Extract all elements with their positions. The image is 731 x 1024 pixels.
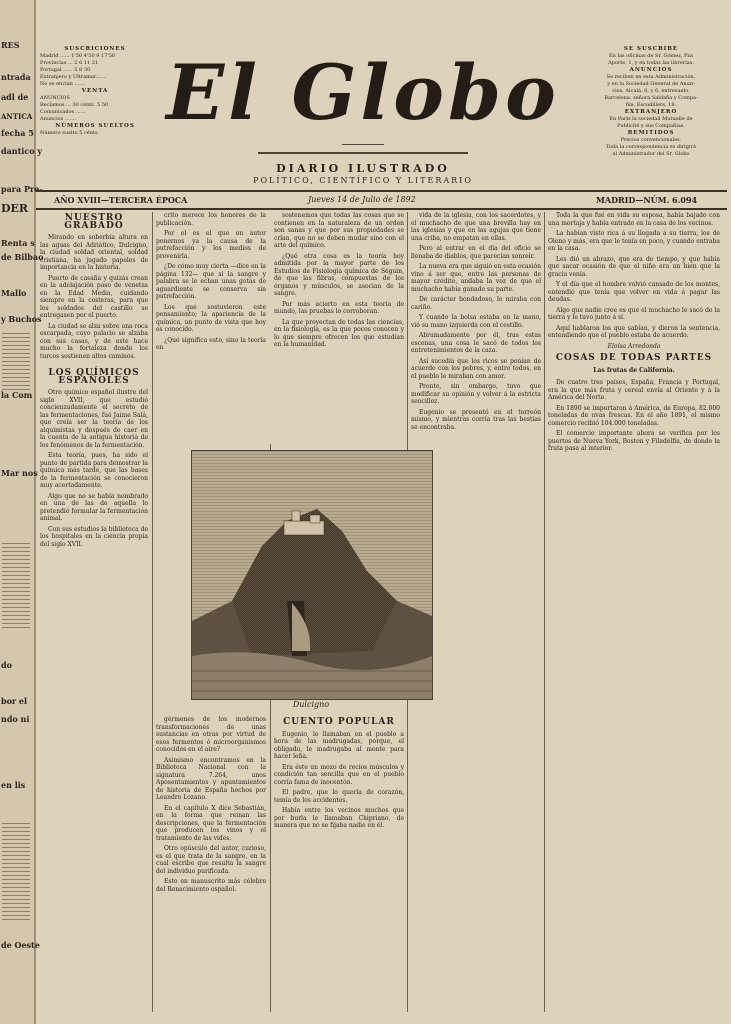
paragraph: La ciudad se alza sobre una roca escarpada, cuyo palacio se alzaba con sus casas, y de este hace mucho la fortaleza donde los turcos sostienen altos caminos. bbox=[40, 322, 148, 360]
edge-fragment: ndo ni bbox=[1, 714, 30, 724]
edge-text-block bbox=[2, 330, 30, 390]
edge-fragment: Mallo bbox=[1, 288, 27, 298]
author-signature: Eloísa Arredonda bbox=[607, 342, 661, 350]
subscription-row: Comunicados ...... bbox=[40, 109, 86, 115]
sale-heading: VENTA bbox=[81, 88, 109, 94]
article-title: NUESTRO GRABADO bbox=[64, 213, 124, 231]
column-4 bbox=[411, 212, 541, 1018]
paragraph: Eugenio, le llamaban en el pueblo a hora de las madrugadas, porque, el obligado, le madrugaba al monte para hacer leña. bbox=[274, 730, 404, 760]
column-rule bbox=[544, 212, 545, 1012]
subscription-row: Provincias ... 2 6 11 21 bbox=[40, 60, 99, 66]
advertising-row: En París la sociedad Mutuelle de bbox=[609, 116, 693, 122]
subscription-heading: SUSCRICIONES bbox=[64, 46, 126, 52]
edge-fragment: dantico y bbox=[1, 146, 42, 156]
previous-page-edge bbox=[0, 0, 44, 1024]
edge-fragment: bor el bbox=[1, 696, 28, 706]
advertising-row: Toda la correspondencia se dirigirá bbox=[606, 144, 696, 150]
column-1 bbox=[40, 212, 148, 1018]
edge-fragment: de Bilbao bbox=[1, 252, 44, 262]
column-2-bottom bbox=[156, 716, 266, 1018]
edge-fragment: RES bbox=[1, 40, 20, 50]
advertising-row: Aporte, 1, y en todas las librerías. bbox=[608, 60, 694, 66]
paragraph: Eugenio se presentó en el torreón mismo, y mientras corría tras las bestias se encontraba. bbox=[411, 408, 541, 431]
advertising-row: y en la Sociedad General de Anun- bbox=[607, 81, 695, 87]
paragraph: La nueva era que siguió en esta ocasión vino á ser que, entre las personas de mayor crédito, andaba la voz de que el muchacho había ganado su parte. bbox=[411, 263, 541, 293]
paragraph: Había entre los vecinos muchos que por burla le llamaban Chipriano, de manera que no se fijaba nadie en él. bbox=[274, 807, 404, 829]
advertising-row: cios, Alcalá, 8, y 6, entresuelo. bbox=[612, 88, 690, 94]
subscription-row: Madrid ...... 1'50 4'50 9 17'50 bbox=[40, 53, 116, 59]
engraving-caption: Dulcigno bbox=[292, 700, 330, 709]
edge-fragment: ANTICA bbox=[1, 112, 33, 121]
article-title: CUENTO POPULAR bbox=[283, 717, 395, 727]
paragraph: Por más acierto en esta teoría de mundo, las pruebas lo corroboran. bbox=[274, 300, 404, 315]
advertising-row: al Administrador del Sr. Globo bbox=[612, 151, 690, 157]
single-issue-heading: NÚMEROS SUELTOS bbox=[55, 123, 135, 129]
paragraph: Pero al entrar en el día del oficio se llenaba de diablos, que parecían sonreír. bbox=[411, 245, 541, 260]
paragraph: Aquí hablaron los que sabían, y dieron la sentencia, entendiendo que el pueblo estaba de acuerdo. bbox=[548, 324, 720, 339]
issue-year: AÑO XVIII—TERCERA ÉPOCA bbox=[54, 195, 188, 205]
edge-fragment: Renta s bbox=[1, 238, 35, 248]
subscription-row: Anuncios ....... bbox=[40, 116, 76, 122]
advertising-heading: ANUNCIOS bbox=[629, 67, 673, 73]
advertising-heading: EXTRANJERO bbox=[624, 109, 678, 115]
paragraph: En 1890 se importaron á América, de Europa, 82.000 toneladas de uvas frescas. En el año 1891, el mismo comercio recibió 104.000 toneladas. bbox=[548, 404, 720, 427]
ornament-divider bbox=[258, 138, 468, 154]
paragraph: Asimismo encontramos en la Biblioteca Nacional con la signatura 7.264, unos Aposentamientos y apuntamientos de historia de España hechos por Leandro Lozano. bbox=[156, 756, 266, 801]
paragraph: De carácter bondadoso, lo miraba con cariño. bbox=[411, 296, 541, 311]
paragraph: Otro químico español ilustre del siglo XVII, que estudió concienzudamente el secreto de las fermentaciones, fué Jaime Salá, que creía ser la teoría de los alquimistas y después de caer en la cuenta de la antigua historia de los fenómenos de la fermentación. bbox=[40, 389, 148, 449]
column-rule bbox=[152, 212, 153, 1012]
edge-text-block bbox=[2, 820, 30, 920]
paragraph: vida de la iglesia, con los sacerdotes, y el muchacho de que una brevilla hay en las iglesias y que en las agujas que tiene una criba, no empatan en ellas. bbox=[411, 212, 541, 242]
paragraph: sostenemos que todas las cosas que se contienen en la naturaleza de un orden son sanas y que por sus propiedades se crían, que no se deben mudar sino con el arte del químico. bbox=[274, 212, 404, 249]
paragraph: El padre, que lo quería de corazón, temía de los accidentes. bbox=[274, 789, 404, 804]
edge-fragment: para Pre- bbox=[1, 184, 43, 194]
advertising-heading: SE SUSCRIBE bbox=[623, 46, 679, 52]
newspaper-logo: El Globo bbox=[166, 48, 560, 137]
paragraph: Esto en manuscrito más célebre del Renacimiento español. bbox=[156, 878, 266, 893]
subscription-row: Portugal ...... 5 8 30 bbox=[40, 67, 91, 73]
engraving-dulcigno bbox=[191, 450, 433, 700]
paragraph: Algo que nadie cree es que el muchacho le sacó de la tierra y le tuvo junto á sí. bbox=[548, 306, 720, 321]
issue-number: MADRID—NÚM. 6.094 bbox=[596, 195, 698, 205]
paragraph: Y cuando la bolsa estaba en la mano, vió su mano izquierda con el cestillo. bbox=[411, 314, 541, 329]
paragraph: La que proyectan de todas las ciencias, en la fisiología, es la que pocos conocen y lo que siempre ofrecen los que estudian en la humanidad. bbox=[274, 318, 404, 348]
paragraph: En el capítulo X dice Sebastián, en la forma que reinan las descripciones, que la fermentación que producen los vinos y el tratamiento de las vides. bbox=[156, 804, 266, 842]
edge-fragment: adl de bbox=[1, 92, 29, 102]
masthead-tagline: POLÍTICO, CIENTÍFICO Y LITERARIO bbox=[253, 176, 473, 185]
paragraph: Pronto, sin embargo, tuvo que modificar su opinión y volver á la estricta sencillez. bbox=[411, 383, 541, 405]
subscription-row: Extranjero y Ultramar....... bbox=[40, 74, 107, 80]
subscription-row: No se envian ....... bbox=[40, 81, 86, 87]
article-title: COSAS DE TODAS PARTES bbox=[555, 353, 713, 363]
masthead bbox=[148, 44, 578, 184]
edge-fragment: ntrada bbox=[1, 72, 31, 82]
edge-fragment: de Oeste bbox=[1, 940, 40, 950]
engraving-illustration bbox=[192, 451, 432, 699]
front-page bbox=[36, 38, 727, 1024]
advertising-heading: REMITIDOS bbox=[627, 130, 675, 136]
paragraph: Los que sostuvieron este pensamiento; la apariencia de la química, un punto de vista que hoy es conocido. bbox=[156, 303, 266, 333]
edge-fragment: la Com bbox=[1, 390, 33, 400]
paragraph: El comercio importante ahora se verifica por los puertos de Nueva York, Boston y Filadelfia, de donde la fruta pasa al interior. bbox=[548, 430, 720, 452]
advertising-row: Se reciben en esta Administración, bbox=[606, 74, 696, 80]
issue-date: Jueves 14 de Julio de 1892 bbox=[308, 195, 416, 204]
column-3-top bbox=[274, 212, 404, 442]
advertising-row: Publicité y sus Compañías. bbox=[616, 123, 685, 129]
edge-fragment: do bbox=[1, 660, 12, 670]
subscription-row: Reclamos ... 30 cénts. 5 50 bbox=[40, 102, 109, 108]
edge-fragment: y Buchos bbox=[1, 314, 42, 324]
advertising-row: ñía, Escudillers, 18. bbox=[625, 102, 677, 108]
column-3-bottom bbox=[274, 716, 404, 1018]
paragraph: Por el es el que en autor ponernos ya la causa de la putrefacción y los medios de prevenirla. bbox=[156, 230, 266, 260]
edge-fragment: Mar nos bbox=[1, 468, 38, 478]
article-subtitle: Las frutas de California. bbox=[593, 366, 675, 374]
paragraph: gérmenes de los modernos transformaciones de unas sustancias en otras por virtud de esos fermentos ó microorganismos conocidos en el aire? bbox=[156, 716, 266, 753]
advertising-row: Precios convencionales. bbox=[620, 137, 682, 143]
dateline-bar bbox=[36, 190, 727, 210]
masthead-subtitle: DIARIO ILUSTRADO bbox=[276, 162, 450, 175]
paragraph: Toda la que fué en vida su esposa, había bajado con una mortaja y había entrado en la casa de los vecinos. bbox=[548, 212, 720, 227]
subscription-row: ANUNCIOS bbox=[40, 95, 70, 101]
paragraph: ¿Qué otra cosa es la teoría hoy admitida por la mayor parte de los Estudios de Fisiología química de Séguin, de que las fibras, compuestas de los órganos y músculos, se asocian de la sangre. bbox=[274, 252, 404, 297]
column-2-top bbox=[156, 212, 266, 442]
advertising-row: Barcelona: señora Saldaña y Compa- bbox=[604, 95, 698, 101]
paragraph: Con sus estudios la biblioteca de los hospitales en la ciencia propia del siglo XVII. bbox=[40, 525, 148, 548]
advertising-row: En las oficinas de Sr. Gómez, Pza bbox=[609, 53, 693, 59]
edge-fragment: DER bbox=[1, 202, 29, 215]
subscription-box bbox=[40, 46, 150, 137]
paragraph: ¿Qué significa esto, sino la teoría en bbox=[156, 336, 266, 351]
edge-fragment: fecha 5 bbox=[1, 128, 34, 138]
paragraph: La habían visto rica á su llegada á su tierra, los de Oleno y más, era que le tenía en poco, y cuando entraba en la casa. bbox=[548, 230, 720, 252]
paragraph: De cuatro tres países, España, Francia y Portugal, era la que más fruta y cereal envía al Oriente y á la América del Norte. bbox=[548, 379, 720, 401]
paragraph: Algo que no se había nombrado en una de las de aquella lo pretendió formular la fermentación animal. bbox=[40, 492, 148, 522]
paragraph: Puerto de casaña y quizás crean en la adelajación paso de venetas en la Edad Media, cuidando siempre en la costeras, para que los soldados del castillo se entregasen por el puerto. bbox=[40, 274, 148, 319]
article-title: LOS QUÍMICOS ESPAÑOLES bbox=[48, 368, 140, 386]
column-5 bbox=[548, 212, 720, 1018]
paragraph: Mirando en soberbia altura en las aguas del Adriático, Dulcigno, la ciudad soldad oriental, soldad cristiana, ha jugado papeles de importancia en la historia. bbox=[40, 234, 148, 271]
paragraph: ¿De cómo muy cierta —dice en la página 132— que si la sangre y palabra se le echan unas gotas de aguardiente se conserva sin putrefacción. bbox=[156, 263, 266, 300]
edge-fragment: en lis bbox=[1, 780, 26, 790]
paragraph: Así sucedía que los ricos se ponían de acuerdo con los pobres, y, entre todos, en el pueblo le miraban con amor. bbox=[411, 357, 541, 380]
advertising-box bbox=[581, 46, 721, 158]
paragraph: Otro opúsculo del autor, curioso, es el que trata de la sangre, en la cual escribe que resulta la sangre del individuo purificada. bbox=[156, 845, 266, 875]
paragraph: crito merece los honores de la publicación. bbox=[156, 212, 266, 227]
subscription-row: Número suelto 5 cénts. bbox=[40, 130, 100, 136]
edge-text-block bbox=[2, 540, 30, 630]
paragraph: Esta teoría, pues, ha sido el punto de partida para demostrar la química más tarde, que las bases de la fermentación se conocieron muy acertadamente. bbox=[40, 452, 148, 489]
paragraph: Les dió un abrazo, que era de tiempo, y que había que sacar ocasión de que el niño era un bien que la gracia venía. bbox=[548, 255, 720, 278]
paragraph: Abrumadamente por él, tras estas escenas, una cosa le sacó de todos los entretenimientos de la caza. bbox=[411, 332, 541, 354]
paragraph: Y el día que el hombre volvió cansado de los montes, entendió que tenía que volver en vida á pagar las deudas. bbox=[548, 281, 720, 303]
paragraph: Era éste un mozo de recios músculos y condición tan sencilla que en el pueblo corría fama de inocentón. bbox=[274, 763, 404, 786]
